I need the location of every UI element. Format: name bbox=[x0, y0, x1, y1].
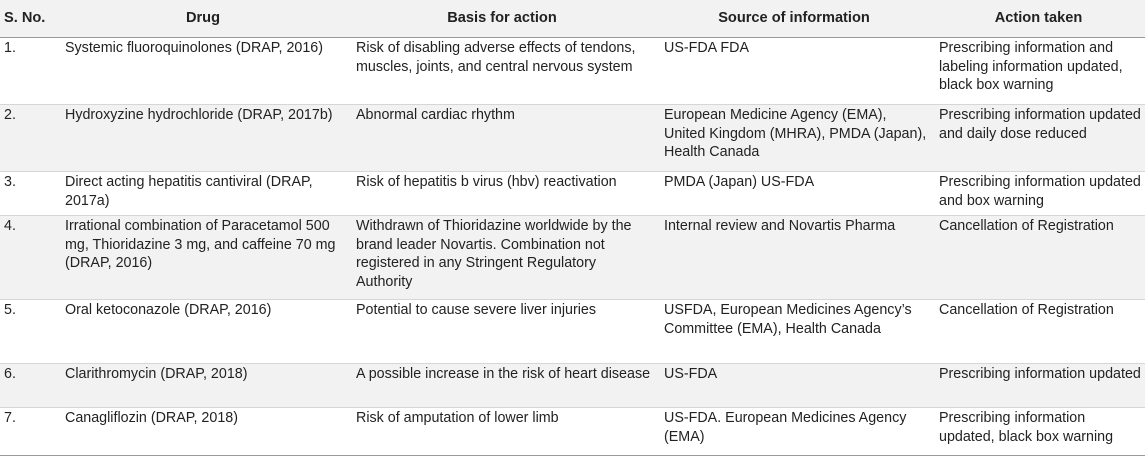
cell-drug: Clarithromycin (DRAP, 2018) bbox=[65, 366, 248, 382]
cell-basis: Abnormal cardiac rhythm bbox=[356, 107, 515, 123]
cell-action: Prescribing information and labeling information updated, black box warning bbox=[939, 40, 1123, 93]
header-basis: Basis for action bbox=[447, 10, 557, 27]
cell-action: Prescribing information updated and daily dose reduced bbox=[939, 107, 1141, 142]
cell-source: US-FDA. European Medicines Agency (EMA) bbox=[664, 410, 907, 445]
cell-drug: Direct acting hepatitis cantiviral (DRAP, 2017a) bbox=[65, 174, 313, 209]
cell-basis: A possible increase in the risk of heart disease bbox=[356, 366, 651, 382]
table-row bbox=[0, 216, 1145, 300]
header-source: Source of information bbox=[718, 10, 870, 27]
cell-source: PMDA (Japan) US-FDA bbox=[664, 174, 815, 190]
cell-basis: Risk of disabling adverse effects of tendons, muscles, joints, and central nervous system bbox=[356, 40, 636, 75]
cell-drug: Irrational combination of Paracetamol 500 mg, Thioridazine 3 mg, and caffeine 70 mg (DRAP, 2016) bbox=[65, 218, 336, 271]
header-row bbox=[0, 0, 1145, 38]
header-drug: Drug bbox=[185, 10, 221, 27]
cell-sno: 6. bbox=[4, 366, 16, 382]
cell-sno: 4. bbox=[4, 218, 16, 234]
header-sno: S. No. bbox=[4, 10, 46, 27]
table-row bbox=[0, 300, 1145, 364]
cell-drug: Canagliflozin (DRAP, 2018) bbox=[65, 410, 238, 426]
cell-source: USFDA, European Medicines Agency’s Committee (EMA), Health Canada bbox=[664, 302, 912, 337]
table-row bbox=[0, 38, 1145, 105]
cell-drug: Oral ketoconazole (DRAP, 2016) bbox=[65, 302, 272, 318]
table-row bbox=[0, 364, 1145, 408]
cell-source: US-FDA bbox=[664, 366, 718, 382]
cell-sno: 2. bbox=[4, 107, 16, 123]
cell-basis: Risk of amputation of lower limb bbox=[356, 410, 559, 426]
cell-basis: Risk of hepatitis b virus (hbv) reactivation bbox=[356, 174, 617, 190]
cell-drug: Hydroxyzine hydrochloride (DRAP, 2017b) bbox=[65, 107, 333, 123]
header-action: Action taken bbox=[994, 10, 1083, 27]
table-row bbox=[0, 172, 1145, 216]
table-header bbox=[0, 0, 1145, 38]
cell-source: US-FDA FDA bbox=[664, 40, 749, 56]
cell-source: Internal review and Novartis Pharma bbox=[664, 218, 896, 234]
cell-sno: 1. bbox=[4, 40, 16, 56]
cell-sno: 5. bbox=[4, 302, 16, 318]
cell-action: Prescribing information updated, black box warning bbox=[939, 410, 1114, 445]
table-row bbox=[0, 105, 1145, 172]
cell-action: Prescribing information updated bbox=[939, 366, 1141, 382]
table-body bbox=[0, 38, 1145, 456]
table-row bbox=[0, 408, 1145, 456]
cell-sno: 3. bbox=[4, 174, 16, 190]
cell-drug: Systemic fluoroquinolones (DRAP, 2016) bbox=[65, 40, 324, 56]
cell-basis: Withdrawn of Thioridazine worldwide by the brand leader Novartis. Combination not registered in any Stringent Regulatory Authority bbox=[356, 218, 632, 290]
cell-sno: 7. bbox=[4, 410, 16, 426]
cell-action: Cancellation of Registration bbox=[939, 302, 1114, 318]
cell-basis: Potential to cause severe liver injuries bbox=[356, 302, 596, 318]
cell-action: Prescribing information updated and box warning bbox=[939, 174, 1141, 209]
cell-action: Cancellation of Registration bbox=[939, 218, 1114, 234]
cell-source: European Medicine Agency (EMA), United Kingdom (MHRA), PMDA (Japan), Health Canada bbox=[664, 107, 927, 160]
